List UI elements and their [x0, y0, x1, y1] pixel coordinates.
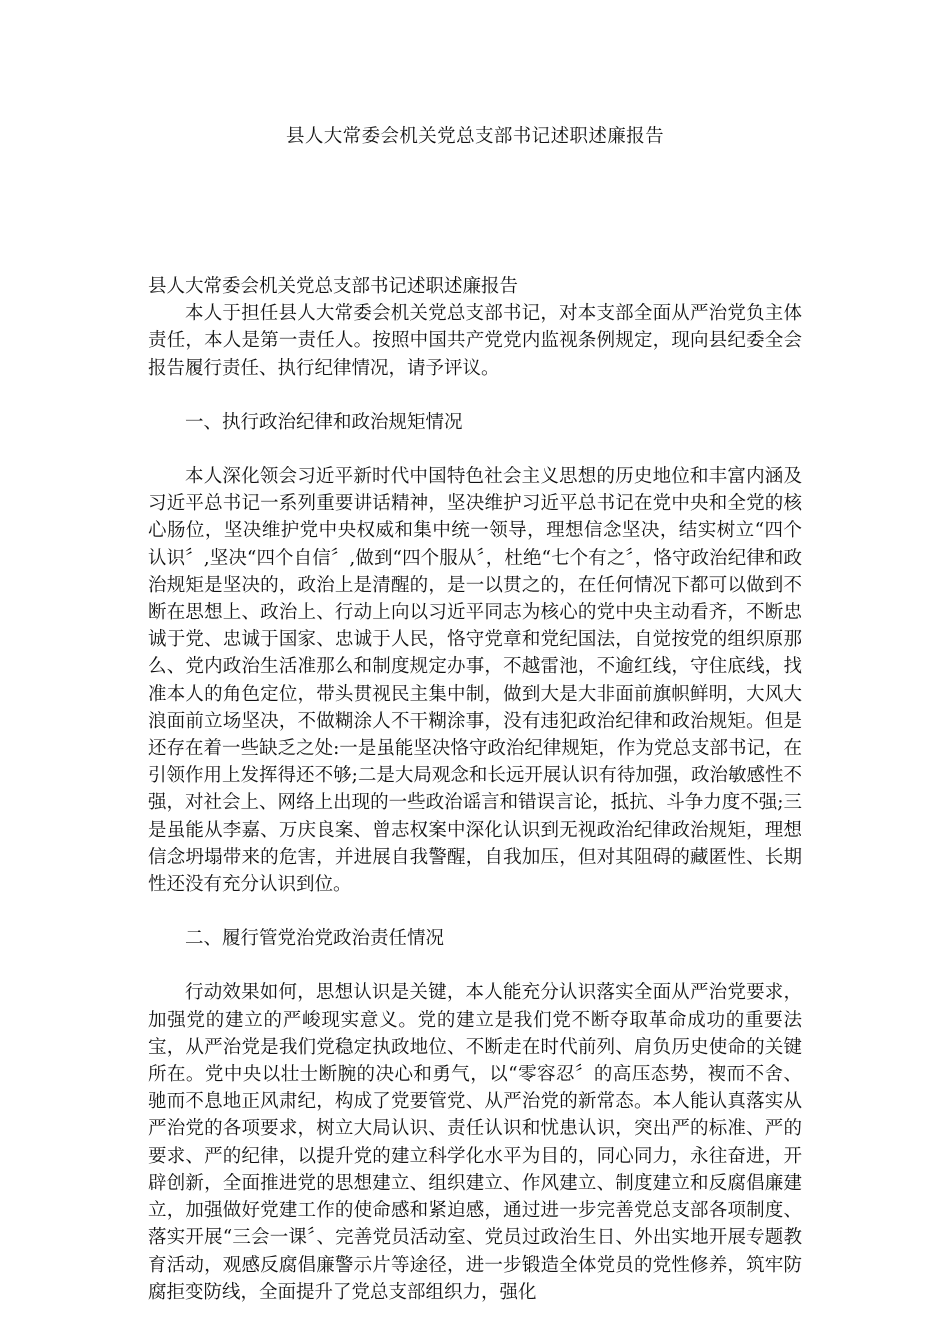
section-2-heading: 二、履行管党治党政治责任情况: [185, 928, 445, 950]
section-1-heading: 一、执行政治纪律和政治规矩情况: [185, 411, 463, 433]
page-title: 县人大常委会机关党总支部书记述职述廉报告: [285, 126, 664, 147]
intro-paragraph: 本人于担任县人大常委会机关党总支部书记，对本支部全面从严治党负主体责任，本人是第一责任人。按照中国共产党党内监视条例规定，现向县纪委全会报告履行责任、执行纪律情况，请予评议。: [148, 303, 802, 379]
document-body: [148, 273, 802, 1306]
document-subtitle: 县人大常委会机关党总支部书记述职述廉报告: [148, 276, 519, 297]
section-1-paragraph: 本人深化领会习近平新时代中国特色社会主义思想的历史地位和丰富内涵及习近平总书记一系列重要讲话精神，坚决维护习近平总书记在党中央和全党的核心肠位，坚决维护党中央权威和集中统一领导，理想信念坚决，结实树立“四个认识〞,坚决“四个自信〞,做到“四个服从〞，杜绝“七个有之〞，恪守政治纪律和政治规矩是坚决的，政治上是清醒的，是一以贯之的，在任何情况下都可以做到不断在思想上、政治上、行动上向以习近平同志为核心的党中央主动看齐，不断忠诚于党、忠诚于国家、忠诚于人民，恪守党章和党纪国法，自觉按党的组织原那么、党内政治生活准那么和制度规定办事，不越雷池，不逾红线，守住底线，找准本人的角色定位，带头贯视民主集中制，做到大是大非面前旗帜鲜明，大风大浪面前立场坚决，不做糊涂人不干糊涂事，没有违犯政治纪律和政治规矩。但是还存在着一些缺乏之处:一是虽能坚决恪守政治纪律规矩，作为党总支部书记，在引领作用上发挥得还不够;二是大局观念和长远开展认识有待加强，政治敏感性不强，对社会上、网络上出现的一些政治谣言和错误言论，抵抗、斗争力度不强;三是虽能从李嘉、万庆良案、曾志权案中深化认识到无视政治纪律政治规矩，理想信念坍塌带来的危害，并进展自我警醒，自我加压，但对其阻碍的藏匿性、长期性还没有充分认识到位。: [148, 466, 802, 896]
section-2-paragraph: 行动效果如何，思想认识是关键，本人能充分认识落实全面从严治党要求，加强党的建立的严峻现实意义。党的建立是我们党不断夺取革命成功的重要法宝，从严治党是我们党稳定执政地位、不断走在时代前列、肩负历史使命的关键所在。党中央以壮士断腕的决心和勇气，以“零容忍〞的高压态势，褉而不舍、驰而不息地正风肃纪，构成了党要管党、从严治党的新常态。本人能认真落实从严治党的各项要求，树立大局认识、责任认识和忧患认识，突出严的标准、严的要求、严的纪律，以提升党的建立科学化水平为目的，同心同力，永往奋进，开辟创新，全面推进党的思想建立、组织建立、作风建立、制度建立和反腐倡廉建立，加强做好党建工作的使命感和紧迫感，通过进一步完善党总支部各项制度、落实开展“三会一课〞、完善党员活动室、党员过政治生日、外出实地开展专题教育活动，观感反腐倡廉警示片等途径，进一步锻造全体党员的党性修养，筑牢防腐拒变防线，全面提升了党总支部组织力，强化: [148, 982, 802, 1303]
